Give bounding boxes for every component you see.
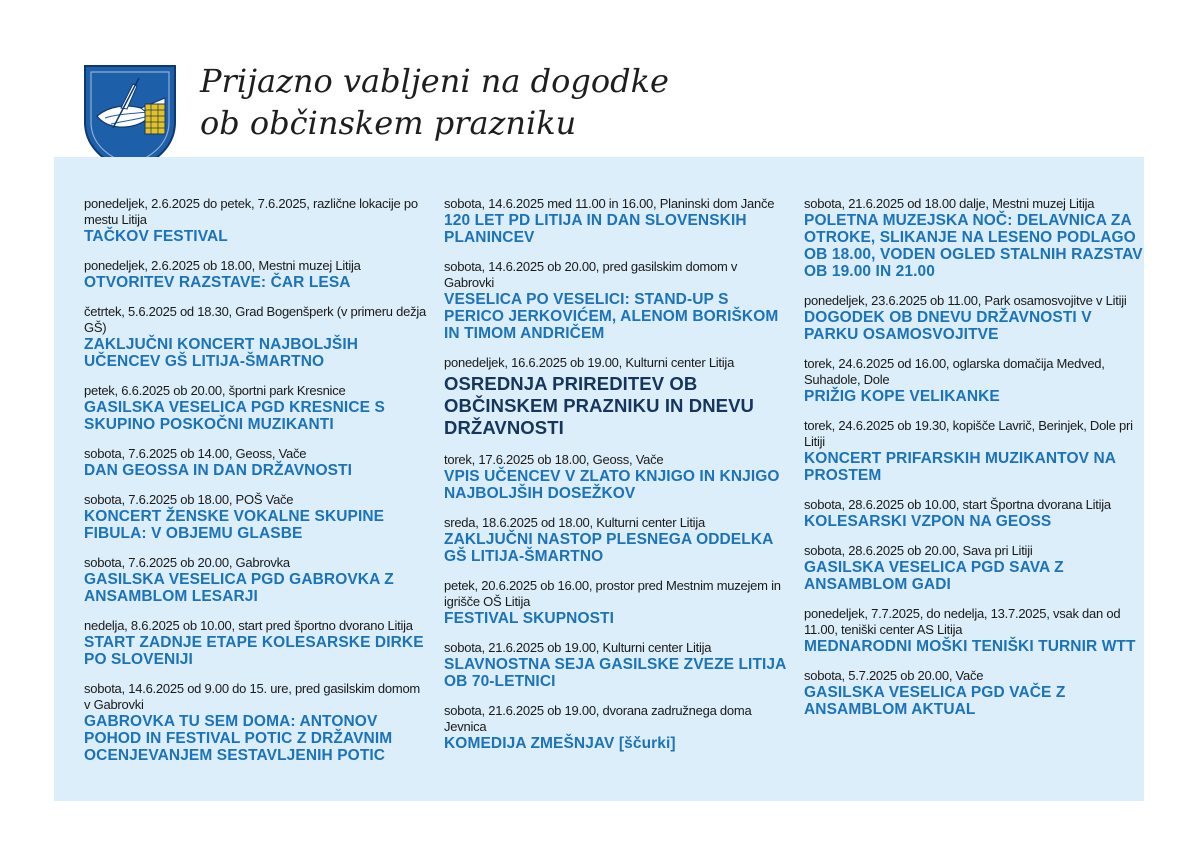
event-title: GASILSKA VESELICA PGD KRESNICE S SKUPINO POSKOČNI MUZIKANTI: [84, 399, 385, 433]
event-title: GABROVKA TU SEM DOMA: ANTONOV POHOD IN FESTIVAL POTIC Z DRŽAVNIM OCENJEVANJEM SESTAVLJENIH POTIC: [84, 713, 393, 764]
event-meta: četrtek, 5.6.2025 od 18.30, Grad Bogenšperk (v primeru dežja GŠ): [84, 304, 426, 335]
event-item: [804, 543, 1149, 593]
event-item: [444, 259, 789, 342]
event-title: START ZADNJE ETAPE KOLESARSKE DIRKE PO SLOVENIJI: [84, 634, 424, 668]
event-title: TAČKOV FESTIVAL: [84, 228, 228, 245]
event-title: FESTIVAL SKUPNOSTI: [444, 610, 615, 627]
event-meta: sobota, 7.6.2025 ob 20.00, Gabrovka: [84, 555, 290, 570]
event-meta: sobota, 21.6.2025 ob 19.00, dvorana zadružnega doma Jevnica: [444, 703, 752, 734]
featured-event-item: [444, 355, 789, 439]
event-title: PRIŽIG KOPE VELIKANKE: [804, 388, 1000, 405]
event-meta: nedelja, 8.6.2025 ob 10.00, start pred športno dvorano Litija: [84, 618, 413, 633]
event-item: [444, 452, 789, 502]
events-column-2: [444, 196, 789, 765]
event-title: GASILSKA VESELICA PGD SAVA Z ANSAMBLOM GADI: [804, 559, 1064, 593]
event-item: [84, 304, 429, 370]
event-title: VESELICA PO VESELICI: STAND-UP S PERICO JERKOVIĆEM, ALENOM BORIŠKOM IN TIMOM ANDRIČEM: [444, 291, 779, 342]
event-meta: petek, 20.6.2025 ob 16.00, prostor pred Mestnim muzejem in igrišče OŠ Litija: [444, 578, 781, 609]
event-meta: ponedeljek, 23.6.2025 ob 11.00, Park osamosvojitve v Litiji: [804, 293, 1127, 308]
event-title: ZAKLJUČNI KONCERT NAJBOLJŠIH UČENCEV GŠ LITIJA-ŠMARTNO: [84, 336, 359, 370]
event-item: [84, 196, 429, 245]
page-title: [200, 60, 669, 144]
title-line-1: Prijazno vabljeni na dogodke: [200, 62, 669, 100]
event-meta: torek, 17.6.2025 ob 18.00, Geoss, Vače: [444, 452, 664, 467]
event-meta: sobota, 21.6.2025 od 18.00 dalje, Mestni muzej Litija: [804, 196, 1095, 211]
event-meta: sobota, 7.6.2025 ob 14.00, Geoss, Vače: [84, 446, 307, 461]
event-item: [84, 681, 429, 764]
event-item: [84, 383, 429, 433]
event-title: GASILSKA VESELICA PGD VAČE Z ANSAMBLOM AKTUAL: [804, 684, 1066, 718]
event-item: [804, 356, 1149, 405]
event-item: [84, 258, 429, 291]
events-column-1: [84, 196, 429, 777]
event-title: GASILSKA VESELICA PGD GABROVKA Z ANSAMBLOM LESARJI: [84, 571, 394, 605]
event-title: ZAKLJUČNI NASTOP PLESNEGA ODDELKA GŠ LITIJA-ŠMARTNO: [444, 531, 773, 565]
event-title: OTVORITEV RAZSTAVE: ČAR LESA: [84, 274, 351, 291]
event-title: SLAVNOSTNA SEJA GASILSKE ZVEZE LITIJA OB 70-LETNICI: [444, 656, 786, 690]
featured-event-title: OSREDNJA PRIREDITEV OB OBČINSKEM PRAZNIKU IN DNEVU DRŽAVNOSTI: [444, 373, 755, 438]
event-meta: sobota, 14.6.2025 od 9.00 do 15. ure, pred gasilskim domom v Gabrovki: [84, 681, 420, 712]
event-meta: ponedeljek, 16.6.2025 ob 19.00, Kulturni center Litija: [444, 355, 735, 370]
event-item: [444, 640, 789, 690]
event-item: [444, 515, 789, 565]
event-title: DOGODEK OB DNEVU DRŽAVNOSTI V PARKU OSAMOSVOJITVE: [804, 309, 1092, 343]
event-title: VPIS UČENCEV V ZLATO KNJIGO IN KNJIGO NAJBOLJŠIH DOSEŽKOV: [444, 468, 780, 502]
event-title: POLETNA MUZEJSKA NOČ: DELAVNICA ZA OTROKE, SLIKANJE NA LESENO PODLAGO OB 18.00, VODEN OGLED STALNIH RAZSTAV OB 19.00 IN 21.00: [804, 212, 1143, 280]
event-item: [84, 555, 429, 605]
event-title: 120 LET PD LITIJA IN DAN SLOVENSKIH PLANINCEV: [444, 212, 747, 246]
event-item: [84, 446, 429, 479]
event-meta: sobota, 14.6.2025 med 11.00 in 16.00, Planinski dom Janče: [444, 196, 775, 211]
event-item: [804, 418, 1149, 484]
event-meta: sreda, 18.6.2025 od 18.00, Kulturni center Litija: [444, 515, 705, 530]
event-meta: petek, 6.6.2025 ob 20.00, športni park Kresnice: [84, 383, 346, 398]
event-item: [444, 578, 789, 627]
event-item: [804, 606, 1149, 655]
event-meta: sobota, 28.6.2025 ob 10.00, start Športna dvorana Litija: [804, 497, 1111, 512]
event-meta: sobota, 7.6.2025 ob 18.00, POŠ Vače: [84, 492, 294, 507]
event-title: KOLESARSKI VZPON NA GEOSS: [804, 513, 1052, 530]
event-meta: ponedeljek, 2.6.2025 do petek, 7.6.2025, različne lokacije po mestu Litija: [84, 196, 418, 227]
event-meta: torek, 24.6.2025 od 16.00, oglarska domačija Medved, Suhadole, Dole: [804, 356, 1105, 387]
title-line-2: ob občinskem prazniku: [200, 104, 577, 142]
event-item: [804, 293, 1149, 343]
event-meta: sobota, 5.7.2025 ob 20.00, Vače: [804, 668, 984, 683]
event-item: [84, 618, 429, 668]
event-meta: torek, 24.6.2025 ob 19.30, kopišče Lavrič, Berinjek, Dole pri Litiji: [804, 418, 1133, 449]
event-meta: ponedeljek, 2.6.2025 ob 18.00, Mestni muzej Litija: [84, 258, 361, 273]
event-item: [804, 668, 1149, 718]
event-meta: ponedeljek, 7.7.2025, do nedelja, 13.7.2025, vsak dan od 11.00, teniški center AS Litija: [804, 606, 1121, 637]
event-meta: sobota, 21.6.2025 ob 19.00, Kulturni center Litija: [444, 640, 712, 655]
event-title: KOMEDIJA ZMEŠNJAV [ščurki]: [444, 735, 676, 752]
events-column-3: [804, 196, 1149, 731]
event-meta: sobota, 14.6.2025 ob 20.00, pred gasilskim domom v Gabrovki: [444, 259, 738, 290]
event-item: [84, 492, 429, 542]
event-item: [804, 497, 1149, 530]
event-title: KONCERT ŽENSKE VOKALNE SKUPINE FIBULA: V OBJEMU GLASBE: [84, 508, 385, 542]
event-item: [804, 196, 1149, 280]
event-item: [444, 703, 789, 752]
event-title: DAN GEOSSA IN DAN DRŽAVNOSTI: [84, 462, 353, 479]
event-title: MEDNARODNI MOŠKI TENIŠKI TURNIR WTT: [804, 638, 1136, 655]
event-title: KONCERT PRIFARSKIH MUZIKANTOV NA PROSTEM: [804, 450, 1116, 484]
event-item: [444, 196, 789, 246]
event-meta: sobota, 28.6.2025 ob 20.00, Sava pri Litiji: [804, 543, 1033, 558]
